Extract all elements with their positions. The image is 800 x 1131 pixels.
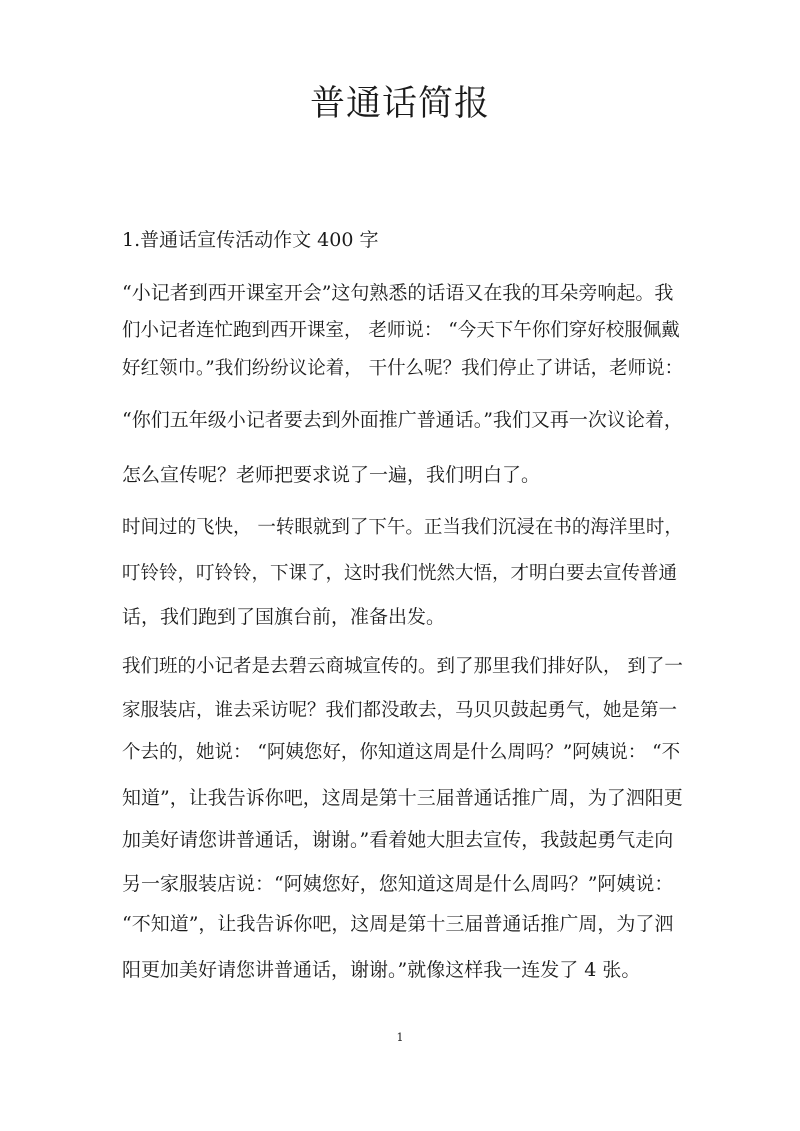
paragraph-line: 叮铃铃，叮铃铃，下课了，这时我们恍然大悟，才明白要去宣传普通	[122, 563, 678, 584]
paragraph-line: “不知道”，让我告诉你吧，这周是第十三届普通话推广周，为了泗	[122, 913, 674, 935]
paragraph-line: 另一家服装店说：“阿姨您好，您知道这周是什么周吗？”阿姨说：	[122, 873, 674, 895]
paragraph-line: 阳更加美好请您讲普通话，谢谢。”就像这样我一连发了 4 张。	[122, 959, 641, 981]
paragraph-line: 好红领巾。”我们纷纷议论着， 干什么呢？我们停止了讲话，老师说：	[122, 358, 684, 379]
page-number: 1	[396, 1031, 404, 1044]
page-title: 普通话简报	[309, 84, 490, 124]
paragraph-line: 时间过的飞快， 一转眼就到了下午。正当我们沉浸在书的海洋里时，	[122, 517, 683, 538]
paragraph-line: 我们班的小记者是去碧云商城宣传的。到了那里我们排好队， 到了一	[122, 656, 683, 677]
paragraph-line: “小记者到西开课室开会”这句熟悉的话语又在我的耳朵旁响起。我	[122, 282, 674, 304]
paragraph-line: “你们五年级小记者要去到外面推广普通话。”我们又再一次议论着，	[122, 409, 683, 431]
section-heading: 1.普通话宣传活动作文 400 字	[122, 229, 379, 251]
paragraph-line: 个去的，她说： “阿姨您好，你知道这周是什么周吗？”阿姨说： “不	[122, 742, 681, 763]
paragraph-line: 怎么宣传呢？老师把要求说了一遍，我们明白了。	[122, 464, 541, 486]
paragraph-line: 知道”，让我告诉你吧，这周是第十三届普通话推广周，为了泗阳更	[122, 787, 683, 809]
paragraph-line: 加美好请您讲普通话，谢谢。”看着她大胆去宣传，我鼓起勇气走向	[122, 829, 674, 851]
paragraph-line: 们小记者连忙跑到西开课室， 老师说： “今天下午你们穿好校服佩戴	[122, 320, 680, 341]
paragraph-line: 话，我们跑到了国旗台前，准备出发。	[122, 606, 446, 628]
paragraph-line: 家服装店，谁去采访呢？我们都没敢去，马贝贝鼓起勇气，她是第一	[122, 700, 678, 721]
